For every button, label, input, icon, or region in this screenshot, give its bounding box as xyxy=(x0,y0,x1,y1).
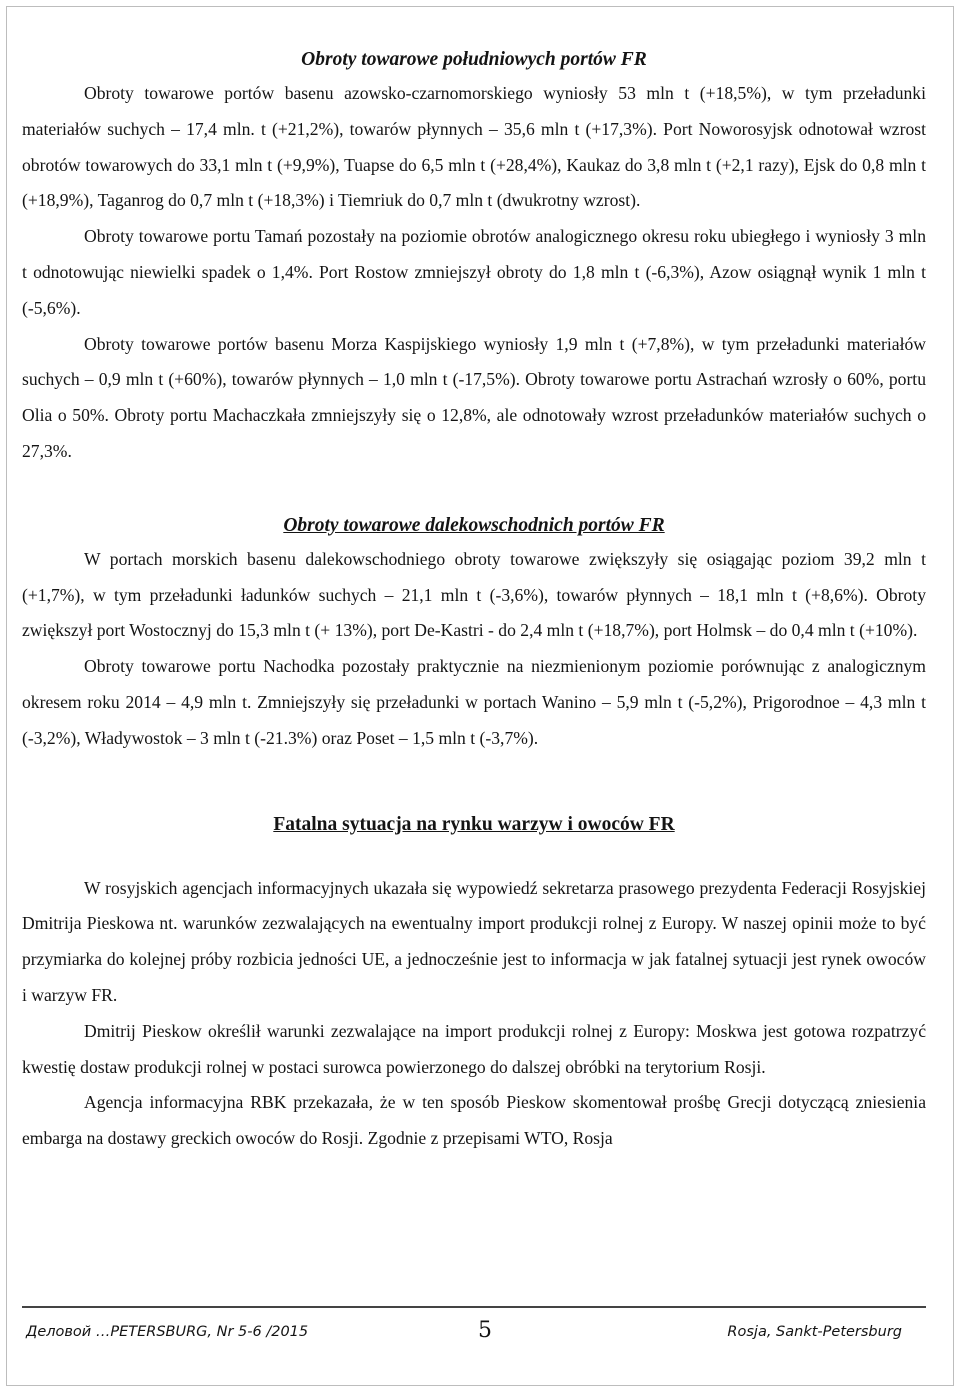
section-title-fruit-vegetable-market: Fatalna sytuacja na rynku warzyw i owoców FR xyxy=(273,813,675,835)
footer-publication: Деловой …PETERSBURG, Nr 5-6 /2015 xyxy=(26,1324,309,1340)
spacer xyxy=(22,843,926,871)
section-southern-ports xyxy=(22,46,926,470)
paragraph: W portach morskich basenu dalekowschodniego obroty towarowe zwiększyły się osiągając poziom 39,2 mln t (+1,7%), w tym przeładunki ładunków suchych – 21,1 mln t (-3,6%), towarów płynnych – 18,1 mln t (+8,6%). Obroty zwiększył port Wostocznyj do 15,3 mln t (+ 13%), port De-Kastri - do 2,4 mln t (+18,7%), port Holmsk – do 0,4 mln t (+10%). xyxy=(22,548,926,641)
section-title-southern-ports: Obroty towarowe południowych portów FR xyxy=(301,49,647,70)
paragraph: Agencja informacyjna RBK przekazała, że w ten sposób Pieskow skomentował prośbę Grecji dotyczącą zniesienia embarga na dostawy greckich owoców do Rosji. Zgodnie z przepisami WTO, Rosja xyxy=(22,1092,926,1149)
page-footer xyxy=(26,1318,924,1352)
page-number: 5 xyxy=(478,1318,492,1343)
paragraph: Obroty towarowe portu Nachodka pozostały praktycznie na niezmienionym poziomie porównując z analogicznym okresem roku 2014 – 4,9 mln t. Zmniejszyły się przeładunki w portach Wanino – 5,9 mln t (-5,2%), Prigorodnoe – 4,3 mln t (-3,2%), Władywostok – 3 mln t (-21.3%) oraz Poset – 1,5 mln t (-3,7%). xyxy=(22,656,926,748)
section-fruit-vegetable-market xyxy=(22,811,926,1157)
paragraph: Obroty towarowe portów basenu azowsko-czarnomorskiego wyniosły 53 mln t (+18,5%), w tym przeładunki materiałów suchych – 17,4 mln. t (+21,2%), towarów płynnych – 35,6 mln t (+17,3%). Port Noworosyjsk odnotował wzrost obrotów towarowych do 33,1 mln t (+9,9%), Tuapse do 6,5 mln t (+28,4%), Kaukaz do 3,8 mln t (+2,1 razy), Ejsk do 0,8 mln t (+18,9%), Taganrog do 0,7 mln t (+18,3%) i Tiemriuk do 0,7 mln t (dwukrotny wzrost). xyxy=(22,83,926,211)
footer-location: Rosja, Sankt-Petersburg xyxy=(727,1324,902,1340)
paragraph: W rosyjskich agencjach informacyjnych ukazała się wypowiedź sekretarza prasowego prezydenta Federacji Rosyjskiej Dmitrija Pieskowa nt. warunków zezwalających na ewentualny import produkcji rolnej z Europy. W naszej opinii może to być przymiarka do kolejnej próby rozbicia jedności UE, a jednocześnie jest to informacja w jak fatalnej sytuacji jest rynek owoców i warzyw FR. xyxy=(22,877,926,1005)
section-far-east-ports xyxy=(22,512,926,757)
document-body xyxy=(22,46,926,1157)
paragraph: Obroty towarowe portu Tamań pozostały na poziomie obrotów analogicznego okresu roku ubiegłego i wyniosły 3 mln t odnotowując niewielki spadek o 1,4%. Port Rostow zmniejszył obroty do 1,8 mln t (-6,3%), Azow osiągnął wynik 1 mln t (-5,6%). xyxy=(22,226,926,318)
section-title-far-east-ports: Obroty towarowe dalekowschodnich portów FR xyxy=(283,514,665,536)
paragraph: Obroty towarowe portów basenu Morza Kaspijskiego wyniosły 1,9 mln t (+7,8%), w tym przeładunki materiałów suchych – 0,9 mln t (+60%), towarów płynnych – 1,0 mln t (-17,5%). Obroty towarowe portu Astrachań wzrosły o 60%, portu Olia o 50%. Obroty portu Machaczkała zmniejszyły się o 12,8%, ale odnotowały wzrost przeładunków materiałów suchych o 27,3%. xyxy=(22,333,926,461)
footer-divider xyxy=(22,1306,926,1308)
paragraph: Dmitrij Pieskow określił warunki zezwalające na import produkcji rolnej z Europy: Moskwa jest gotowa rozpatrzyć kwestię dostaw produkcji rolnej w postaci surowca powierzonego do dalszej obróbki na terytorium Rosji. xyxy=(22,1020,926,1077)
